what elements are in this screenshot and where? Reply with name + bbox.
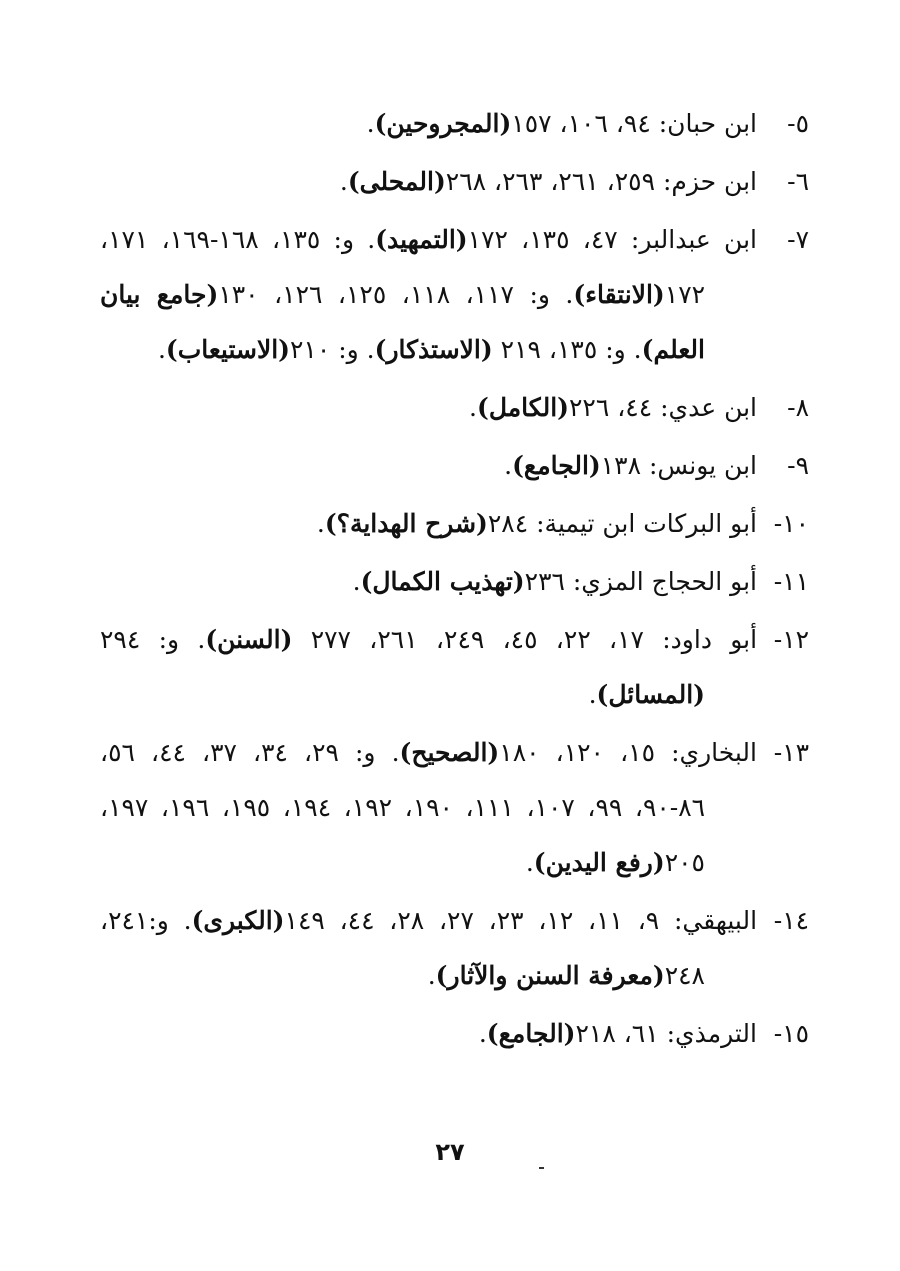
index-entry-15: ١٥-الترمذي: ٦١، ٢١٨(الجامع). — [478, 1019, 809, 1048]
entry-end: . — [469, 393, 477, 422]
book-title: (المجروحين) — [374, 109, 512, 138]
entry-end: . — [588, 680, 597, 709]
book-title: (الجامع) — [512, 451, 601, 480]
index-entry-10: ١٠-أبو البركات ابن تيمية: ٢٨٤(شرح الهداية؟). — [316, 509, 809, 538]
book-title: (المسائل) — [596, 680, 705, 709]
book-title: (جامع بيان العلم) — [100, 280, 705, 364]
book-title: (معرفة السنن والآثار) — [435, 961, 665, 990]
book-title: (الكبرى) — [191, 906, 285, 935]
book-title: (السنن) — [205, 625, 293, 654]
book-title: (التمهيد) — [375, 225, 468, 254]
entry-text: ابن حبان: ٩٤، ١٠٦، ١٥٧ — [511, 109, 757, 138]
entry-text: ابن عدي: ٤٤، ٢٢٦ — [568, 393, 757, 422]
index-entry-5: ٥-ابن حبان: ٩٤، ١٠٦، ١٥٧(المجروحين). — [366, 109, 809, 138]
entry-end: . — [504, 451, 513, 480]
entry-text: الترمذي: ٦١، ٢١٨ — [575, 1019, 757, 1048]
entry-end: . — [366, 109, 375, 138]
entry-end: . — [339, 167, 348, 196]
book-title: (شرح الهداية؟) — [324, 509, 488, 538]
page-number: ٢٧ — [435, 1138, 465, 1166]
entry-text: . و: ١١٧، ١١٨، ١٢٥، ١٢٦، ١٣٠ — [218, 280, 574, 309]
index-entry-13: ١٣-البخاري: ١٥، ١٢٠، ١٨٠(الصحيح). و: ٢٩، ٣٤، ٣٧، ٤٤، ٥٦، ٨٦-٩٠، ٩٩، ١٠٧، ١١١، ١٩٠، ١٩٢، ١٩٤، ١٩٥، ١٩٦، ١٩٧، ٢٠٥(رفع اليدين). — [100, 738, 809, 877]
entry-end: . — [316, 509, 325, 538]
book-title: (الاستيعاب) — [165, 335, 290, 364]
index-entry-7: ٧-ابن عبدالبر: ٤٧، ١٣٥، ١٧٢(التمهيد). و: ١٣٥، ١٦٨-١٦٩، ١٧١، ١٧٢(الانتقاء). و: ١١٧، ١١٨، ١٢٥، ١٢٦، ١٣٠(جامع بيان العلم). و: ١٣٥، ٢١٩ (الاستذكار). و: ٢١٠(الاستيعاب). — [100, 225, 809, 364]
scan-dot-mark — [539, 1167, 544, 1169]
entry-end: . — [478, 1019, 487, 1048]
entry-text: ابن حزم: ٢٥٩، ٢٦١، ٢٦٣، ٢٦٨ — [445, 167, 757, 196]
entry-end: . — [427, 961, 436, 990]
entry-end: . — [352, 567, 361, 596]
entry-text: . و: ١٣٥، ٢١٩ — [492, 335, 642, 364]
entry-end: . — [157, 335, 166, 364]
entry-text: البيهقي: ٩، ١١، ١٢، ٢٣، ٢٧، ٢٨، ٤٤، ١٤٩ — [284, 906, 758, 935]
entry-end: . — [525, 848, 534, 877]
book-title: (الصحيح) — [399, 738, 500, 767]
entry-text: ابن يونس: ١٣٨ — [600, 451, 757, 480]
entry-text: أبو الحجاج المزي: ٢٣٦ — [524, 567, 757, 596]
entry-text: . و: ١٣٥، ١٦٨-١٦٩، ١٧١، ١٧٢ — [100, 225, 706, 309]
book-title: (الجامع) — [486, 1019, 576, 1048]
entry-text: . و:٢٤١، ٢٤٨ — [100, 906, 705, 990]
book-title: (الكامل) — [477, 393, 569, 422]
book-title: (الانتقاء) — [573, 280, 665, 309]
book-title: (الاستذكار) — [374, 335, 493, 364]
index-entry-11: ١١-أبو الحجاج المزي: ٢٣٦(تهذيب الكمال). — [352, 567, 809, 596]
entry-text: أبو داود: ١٧، ٢٢، ٤٥، ٢٤٩، ٢٦١، ٢٧٧ — [292, 625, 758, 654]
entry-text: . و: ٢١٠ — [290, 335, 375, 364]
index-entry-12: ١٢-أبو داود: ١٧، ٢٢، ٤٥، ٢٤٩، ٢٦١، ٢٧٧ (السنن). و: ٢٩٤ (المسائل). — [100, 625, 810, 709]
entry-text: ابن عبدالبر: ٤٧، ١٣٥، ١٧٢ — [467, 225, 757, 254]
index-entry-8: ٨-ابن عدي: ٤٤، ٢٢٦(الكامل). — [469, 393, 809, 422]
index-entry-9: ٩-ابن يونس: ١٣٨(الجامع). — [504, 451, 809, 480]
entry-text: . و: ٢٩٤ — [100, 625, 206, 654]
index-entry-14: ١٤-البيهقي: ٩، ١١، ١٢، ٢٣، ٢٧، ٢٨، ٤٤، ١٤٩(الكبرى). و:٢٤١، ٢٤٨(معرفة السنن والآثار). — [100, 906, 810, 990]
index-entry-6: ٦-ابن حزم: ٢٥٩، ٢٦١، ٢٦٣، ٢٦٨(المحلى). — [339, 167, 809, 196]
book-title: (رفع اليدين) — [533, 848, 665, 877]
entry-text: البخاري: ١٥، ١٢٠، ١٨٠ — [499, 738, 757, 767]
book-title: (المحلى) — [347, 167, 446, 196]
entry-text: أبو البركات ابن تيمية: ٢٨٤ — [487, 509, 757, 538]
index-page — [100, 96, 810, 1064]
book-title: (تهذيب الكمال) — [360, 567, 525, 596]
entry-text: . و: ٢٩، ٣٤، ٣٧، ٤٤، ٥٦، ٨٦-٩٠، ٩٩، ١٠٧، ١١١، ١٩٠، ١٩٢، ١٩٤، ١٩٥، ١٩٦، ١٩٧، ٢٠٥ — [100, 738, 706, 877]
